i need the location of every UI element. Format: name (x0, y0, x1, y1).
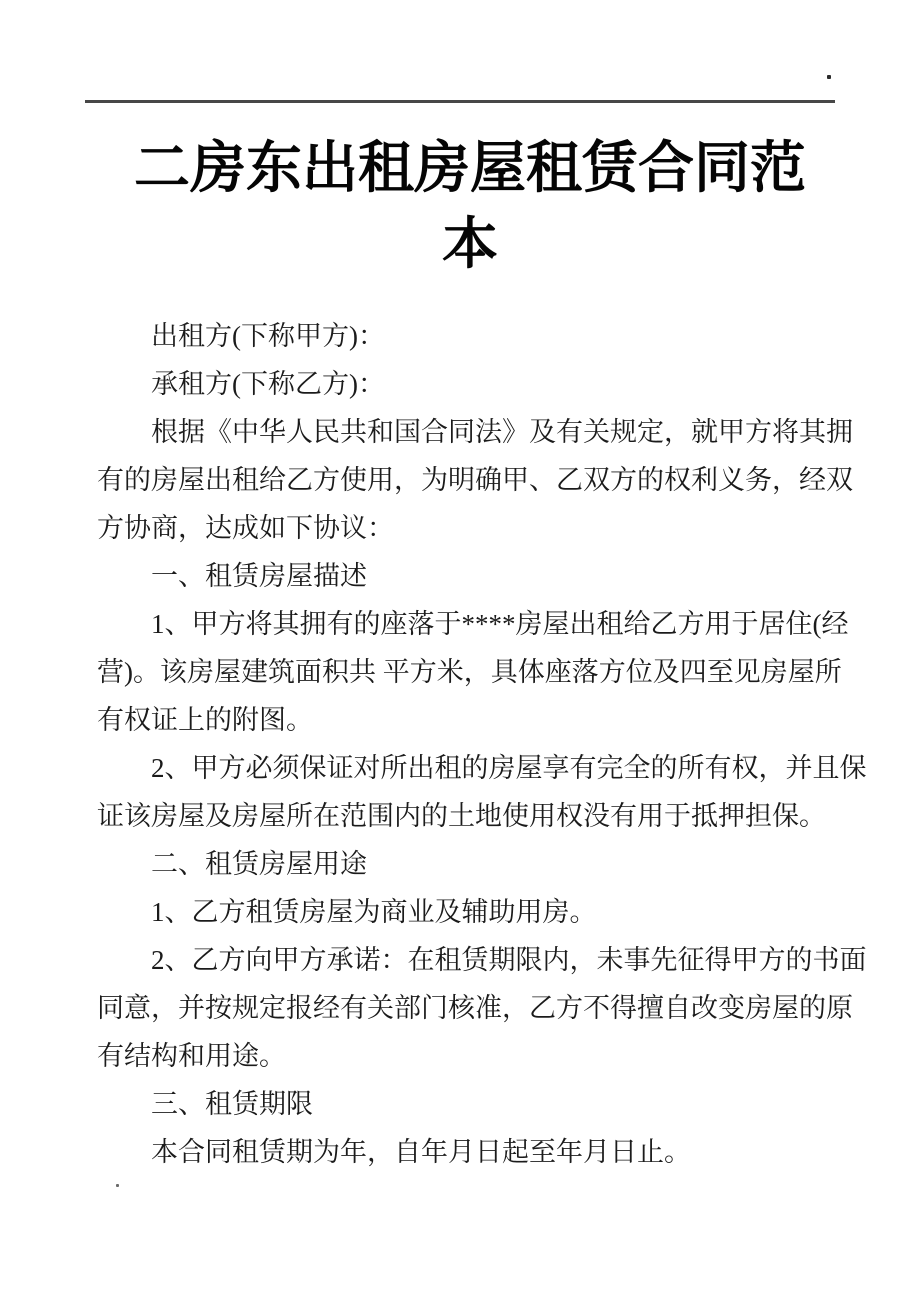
section-2-clause-1: 1、乙方租赁房屋为商业及辅助用房。 (151, 897, 597, 927)
section-1-clause-1c: 有权证上的附图。 (97, 705, 313, 735)
section-2-clause-2c: 有结构和用途。 (97, 1041, 286, 1071)
document-body (97, 312, 867, 1176)
section-1-clause-1b: 营)。该房屋建筑面积共 平方米，具体座落方位及四至见房屋所 (97, 657, 842, 687)
header-rule (85, 100, 835, 103)
section-1-clause-2a: 2、甲方必须保证对所出租的房屋享有完全的所有权，并且保 (151, 753, 867, 783)
section-2-heading: 二、租赁房屋用途 (151, 849, 367, 879)
section-1-clause-2b: 证该房屋及房屋所在范围内的土地使用权没有用于抵押担保。 (97, 801, 826, 831)
section-1-heading: 一、租赁房屋描述 (151, 561, 367, 591)
section-3-heading: 三、租赁期限 (151, 1089, 313, 1119)
section-1-clause-1a: 1、甲方将其拥有的座落于****房屋出租给乙方用于居住(经 (151, 609, 849, 639)
body-line-lessor: 出租方(下称甲方)： (151, 321, 385, 351)
body-line-preamble-2: 有的房屋出租给乙方使用，为明确甲、乙双方的权利义务，经双 (97, 465, 853, 495)
section-3-term-line: 本合同租赁期为年，自年月日起至年月日止。 (151, 1137, 691, 1167)
body-line-lessee: 承租方(下称乙方)： (151, 369, 385, 399)
stray-ink-dot-bottom-left (116, 1184, 119, 1187)
body-line-preamble-1: 根据《中华人民共和国合同法》及有关规定，就甲方将其拥 (151, 417, 853, 447)
body-line-preamble-3: 方协商，达成如下协议： (97, 513, 394, 543)
section-2-clause-2a: 2、乙方向甲方承诺：在租赁期限内，未事先征得甲方的书面 (151, 945, 867, 975)
stray-ink-dot-top-right (827, 75, 831, 79)
section-2-clause-2b: 同意，并按规定报经有关部门核准，乙方不得擅自改变房屋的原 (97, 993, 853, 1023)
document-title: 二房东出租房屋租赁合同范本 (134, 136, 806, 275)
